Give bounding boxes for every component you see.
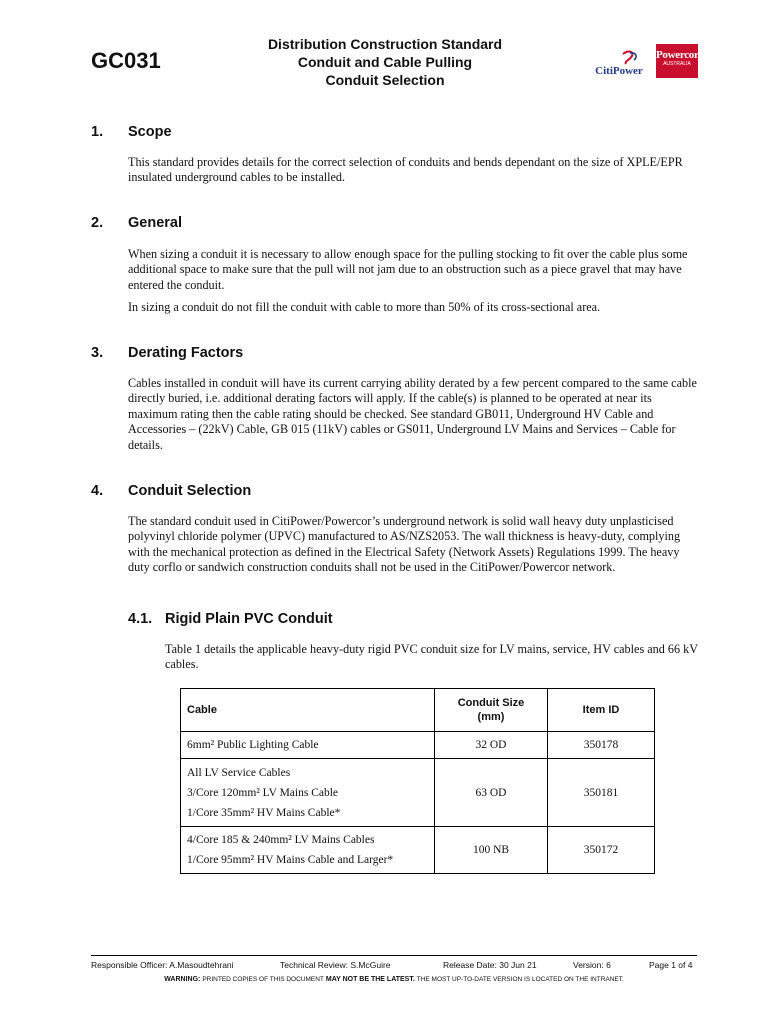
section-4-1-paragraph: Table 1 details the applicable heavy-duty rigid PVC conduit size for LV mains, service, HV cables and 66 kV cables. [165, 642, 698, 672]
section-1-title: Scope [128, 124, 172, 140]
section-2-title: General [128, 215, 182, 231]
header-title-line2: Conduit and Cable Pulling [297, 54, 473, 70]
footer-page: Page 1 of 4 [649, 960, 693, 970]
warning-text-2: THE MOST UP-TO-DATE VERSION IS LOCATED ON THE INTRANET. [416, 976, 624, 983]
table-header-conduit-size-label: Conduit Size [457, 697, 525, 709]
table-cell-cable [181, 732, 435, 759]
document-code: GC031 [91, 48, 161, 73]
powercor-logo [656, 44, 698, 78]
table-cell-item-id: 350172 [548, 827, 655, 874]
table-cell-size: 100 NB [435, 827, 548, 874]
table-cell-cable [181, 827, 435, 874]
table-header-conduit-size [435, 689, 548, 732]
section-3-paragraph: Cables installed in conduit will have its current carrying ability derated by a few percent compared to the same cable directly buried, i.e. additional derating factors will apply. If the cable(s) is planned to be operated at near its maximum rating then the cable rating should be checked. See standard GB011, Underground HV Cable and Accessories – (22kV) Cable, GB 015 (11kV) cables or GS011, Underground LV Mains and Services – Cable for details. [128, 376, 697, 452]
table-row [181, 827, 655, 874]
header-title-line1: Distribution Construction Standard [267, 36, 503, 52]
cable-line: 6mm² Public Lighting Cable [187, 739, 319, 751]
section-2-paragraph-1: When sizing a conduit it is necessary to allow enough space for the pulling stocking to fit over the cable plus some additional space to make sure that the pull will not jam due to an obstruction such as a piece gravel that may have entered the conduit. [128, 247, 688, 292]
citipower-logo [590, 50, 648, 78]
section-4-number: 4. [91, 483, 104, 499]
cable-line: 1/Core 95mm² HV Mains Cable and Larger* [187, 854, 394, 866]
section-1-number: 1. [91, 124, 104, 140]
table-cell-cable [181, 759, 435, 827]
table-row [181, 732, 655, 759]
section-4-paragraph: The standard conduit used in CitiPower/Powercor’s underground network is solid wall heavy duty unplasticised polyvinyl chloride polymer (UPVC) manufactured to AS/NZS2053. The wall thickness is heavy-duty, complying with the mechanical protection as defined in the Electrical Safety (Network Assets) Regulations 1999. The heavy duty corflo or sandwich construction conduits shall not be used in the CitiPower/Powercor network. [128, 514, 681, 575]
header-title-line3: Conduit Selection [325, 72, 445, 88]
table-cell-item-id: 350181 [548, 759, 655, 827]
powercor-logo-text: Powercor [656, 49, 699, 61]
section-3-title: Derating Factors [128, 345, 244, 361]
table-header-cable: Cable [181, 689, 435, 732]
footer-officer: Responsible Officer: A.Masoudtehrani [91, 960, 234, 970]
powercor-logo-subtext: AUSTRALIA [663, 61, 691, 67]
section-1-paragraph: This standard provides details for the correct selection of conduits and bends dependant on the size of XPLE/EPR insulated underground cables to be installed. [128, 155, 683, 185]
footer-release-date: Release Date: 30 Jun 21 [443, 960, 537, 970]
table-header-row [181, 689, 655, 732]
conduit-size-table [180, 688, 655, 874]
table-cell-item-id: 350178 [548, 732, 655, 759]
header-titles [240, 35, 530, 89]
section-4-1-number: 4.1. [128, 611, 153, 627]
citipower-logo-text: CitiPower [595, 65, 643, 77]
warning-text-1: PRINTED COPIES OF THIS DOCUMENT [202, 976, 324, 983]
footer-warning [91, 976, 697, 983]
cable-line: 3/Core 120mm² LV Mains Cable [187, 786, 339, 799]
section-4-1-title: Rigid Plain PVC Conduit [165, 611, 333, 627]
section-4-title: Conduit Selection [128, 483, 252, 499]
table-row [181, 759, 655, 827]
section-2-paragraph-2: In sizing a conduit do not fill the conduit with cable to more than 50% of its cross-sectional area. [128, 300, 601, 314]
section-2-number: 2. [91, 215, 104, 231]
table-header-conduit-size-unit: (mm) [477, 711, 505, 723]
section-3-number: 3. [91, 345, 104, 361]
footer-divider [91, 955, 697, 956]
footer-version: Version: 6 [573, 960, 611, 970]
footer-review: Technical Review: S.McGuire [280, 960, 391, 970]
table-cell-size: 32 OD [435, 732, 548, 759]
table-header-item-id: Item ID [548, 689, 655, 732]
cable-line: 1/Core 35mm² HV Mains Cable* [187, 806, 341, 819]
warning-emphasis: MAY NOT BE THE LATEST. [325, 976, 415, 983]
cable-line: 4/Core 185 & 240mm² LV Mains Cables [187, 834, 375, 846]
table-cell-size: 63 OD [435, 759, 548, 827]
warning-label: WARNING: [164, 976, 201, 983]
cable-line: All LV Service Cables [187, 766, 291, 779]
